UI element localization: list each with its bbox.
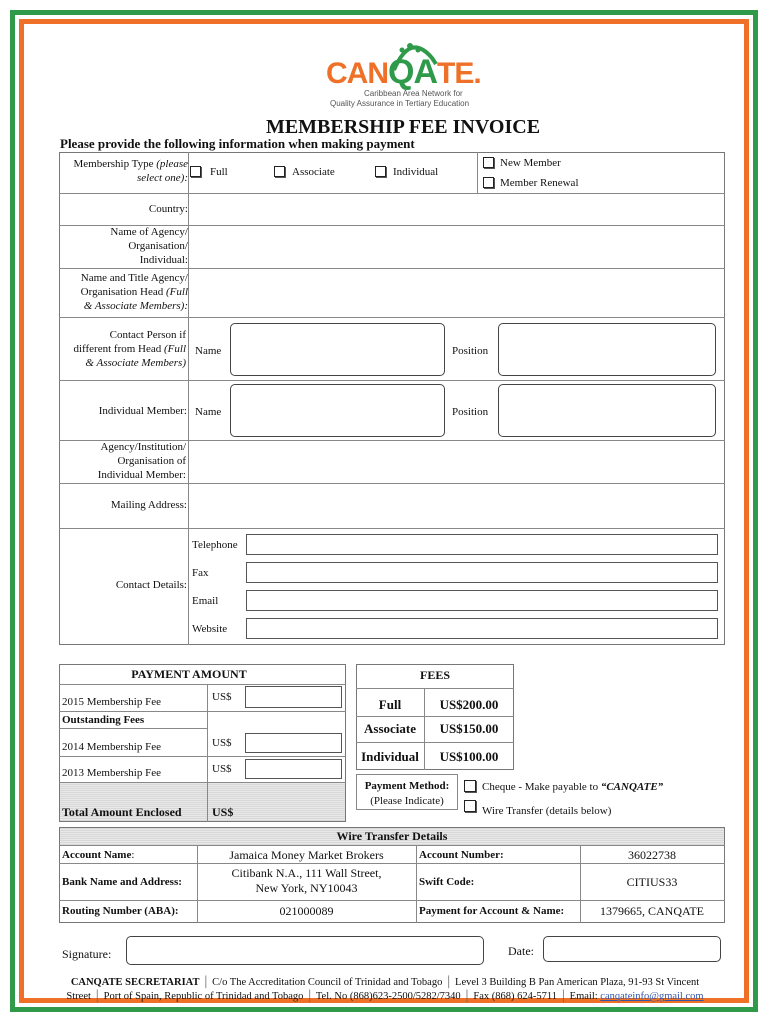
- date-label: Date:: [508, 944, 534, 958]
- membership-type-label: Membership Type (please select one):: [73, 158, 188, 184]
- logo-a: A: [413, 53, 438, 91]
- payment-method-label: Payment Method:: [364, 780, 450, 792]
- associate-checkbox[interactable]: [274, 166, 285, 177]
- fee-2013-input[interactable]: [245, 759, 342, 779]
- wire-option-label: Wire Transfer (details below): [482, 805, 612, 817]
- routing-label: Routing Number (ABA):: [62, 905, 179, 917]
- individual-option-label: Individual: [393, 166, 439, 178]
- currency-2013: US$: [212, 763, 232, 775]
- head-name-field[interactable]: [190, 270, 724, 316]
- fax-input[interactable]: [246, 562, 718, 583]
- currency-2014: US$: [212, 737, 232, 749]
- contact-position-label: Position: [452, 345, 489, 357]
- individual-name-label: Name: [195, 406, 222, 418]
- fee-2015-input[interactable]: [245, 686, 342, 708]
- page-title: MEMBERSHIP FEE INVOICE: [265, 116, 541, 138]
- page-subtitle: Please provide the following information when making payment: [60, 136, 415, 151]
- routing-value: 021000089: [279, 904, 334, 918]
- contact-person-label: Contact Person if different from Head (Full & Associate Members): [73, 329, 186, 369]
- logo-can: CAN: [326, 57, 388, 90]
- bank-value: Citibank N.A., 111 Wall Street, New York, NY10043: [231, 866, 382, 895]
- fee-2013-label: 2013 Membership Fee: [62, 767, 161, 779]
- wire-transfer-header: Wire Transfer Details: [336, 829, 448, 843]
- payment-for-label: Payment for Account & Name:: [419, 905, 565, 917]
- full-checkbox[interactable]: [190, 166, 201, 177]
- agency-name-label: Name of Agency/ Organisation/ Individual:: [110, 226, 188, 266]
- footer: CANQATE SECRETARIAT │ C/o The Accreditation Council of Trinidad and Tobago │ Level 3 Building B Pan American Plaza, 91-93 St Vincent Street │ Port of Spain, Republic of Trinidad and Tobago │ Tel. No (868)623-2500/5282/7340 │ Fax (868) 624-5711 │ Email: canqateinfo@gmail.com: [66, 977, 704, 1002]
- mailing-address-label: Mailing Address:: [110, 499, 187, 511]
- payment-method-sub: (Please Indicate): [370, 795, 444, 807]
- individual-name-input[interactable]: [230, 384, 445, 437]
- swift-label: Swift Code:: [419, 876, 475, 888]
- fee-individual-type: Individual: [361, 749, 419, 764]
- contact-details-label: Contact Details:: [115, 579, 187, 591]
- cheque-option-label: Cheque - Make payable to “CANQATE”: [482, 781, 664, 793]
- logo-line2: Quality Assurance in Tertiary Education: [330, 99, 470, 108]
- associate-option-label: Associate: [292, 166, 335, 178]
- head-name-label: Name and Title Agency/ Organisation Head (Full & Associate Members):: [80, 272, 188, 312]
- contact-position-input[interactable]: [498, 323, 716, 376]
- individual-checkbox[interactable]: [375, 166, 386, 177]
- new-member-label: New Member: [500, 157, 561, 169]
- new-member-checkbox[interactable]: [483, 157, 494, 168]
- logo-line1: Caribbean Area Network for: [364, 89, 463, 98]
- fee-2014-label: 2014 Membership Fee: [62, 741, 161, 753]
- email-input[interactable]: [246, 590, 718, 611]
- telephone-input[interactable]: [246, 534, 718, 555]
- institution-label: Agency/Institution/ Organisation of Individual Member:: [97, 441, 186, 481]
- full-option-label: Full: [210, 166, 228, 178]
- fee-full-type: Full: [378, 697, 402, 712]
- date-input[interactable]: [543, 936, 721, 962]
- payment-for-value: 1379665, CANQATE: [600, 904, 704, 918]
- account-number-label: Account Number:: [419, 849, 504, 861]
- swift-value: CITIUS33: [626, 875, 678, 889]
- mailing-address-field[interactable]: [190, 485, 724, 527]
- email-label: Email: [192, 595, 219, 607]
- fee-associate-amount: US$150.00: [439, 721, 499, 736]
- agency-name-field[interactable]: [190, 227, 724, 267]
- account-name-label: Account Name:: [62, 849, 135, 861]
- member-renewal-checkbox[interactable]: [483, 177, 494, 188]
- signature-label: Signature:: [62, 947, 112, 961]
- signature-input[interactable]: [126, 936, 484, 965]
- individual-position-input[interactable]: [498, 384, 716, 437]
- telephone-label: Telephone: [192, 539, 238, 551]
- total-label: Total Amount Enclosed: [62, 805, 182, 819]
- bank-label: Bank Name and Address:: [62, 876, 182, 888]
- country-field[interactable]: [190, 195, 724, 224]
- fee-associate-type: Associate: [364, 721, 416, 736]
- wire-checkbox[interactable]: [464, 800, 476, 812]
- contact-name-label: Name: [195, 345, 222, 357]
- fee-2014-input[interactable]: [245, 733, 342, 753]
- individual-position-label: Position: [452, 406, 489, 418]
- footer-email-link[interactable]: canqateinfo@gmail.com: [600, 991, 704, 1002]
- country-label: Country:: [148, 203, 188, 215]
- individual-member-label: Individual Member:: [98, 405, 187, 417]
- institution-field[interactable]: [190, 442, 724, 482]
- fee-full-amount: US$200.00: [439, 697, 499, 712]
- account-number-value: 36022738: [628, 848, 676, 862]
- fee-individual-amount: US$100.00: [439, 749, 499, 764]
- total-currency[interactable]: US$: [212, 805, 234, 819]
- website-input[interactable]: [246, 618, 718, 639]
- logo-te: TE.: [437, 57, 481, 90]
- fax-label: Fax: [192, 567, 209, 579]
- logo: [324, 36, 494, 112]
- member-renewal-label: Member Renewal: [500, 177, 579, 189]
- footer-org: CANQATE SECRETARIAT: [70, 977, 200, 988]
- cheque-checkbox[interactable]: [464, 780, 476, 792]
- payment-amount-header: PAYMENT AMOUNT: [131, 667, 247, 681]
- fees-header: FEES: [419, 668, 450, 682]
- logo-q: Q: [388, 53, 414, 91]
- website-label: Website: [192, 623, 228, 635]
- account-name-value: Jamaica Money Market Brokers: [229, 848, 384, 862]
- fee-2015-label: 2015 Membership Fee: [62, 696, 161, 708]
- contact-name-input[interactable]: [230, 323, 445, 376]
- outstanding-fees-label: Outstanding Fees: [62, 714, 145, 726]
- currency-2015: US$: [212, 691, 232, 703]
